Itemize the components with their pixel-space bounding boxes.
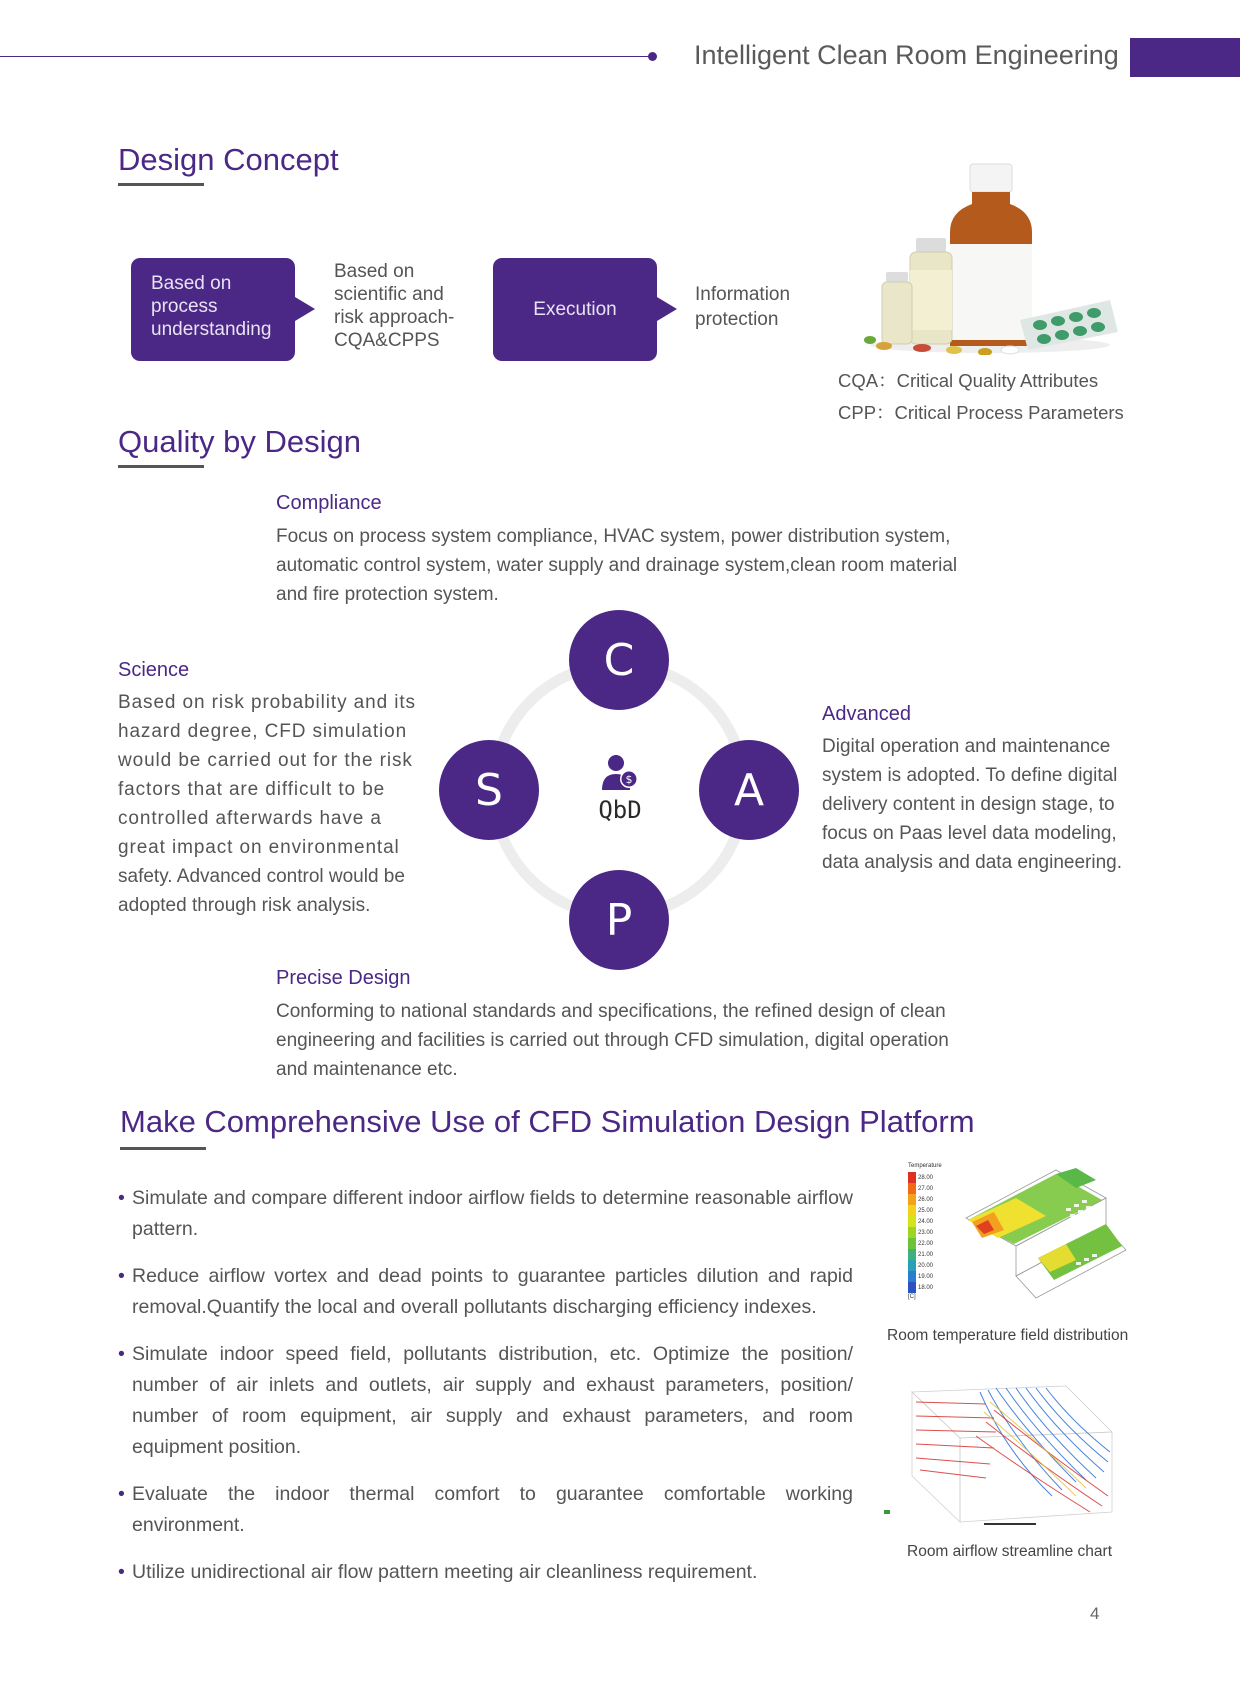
text-line: Based on risk probability and its bbox=[118, 692, 416, 713]
temperature-caption: Room temperature field distribution bbox=[887, 1327, 1129, 1344]
cqa-definition: CQA：Critical Quality Attributes bbox=[838, 370, 1099, 391]
temperature-legend-unit: [C] bbox=[908, 1294, 916, 1300]
flow-box-line: process bbox=[151, 296, 218, 317]
list-item bbox=[118, 1557, 853, 1588]
bullet-dot: • bbox=[118, 1483, 125, 1505]
temperature-legend-swatch bbox=[908, 1183, 916, 1194]
cfd-bullet-list bbox=[118, 1183, 853, 1604]
temperature-legend-label: 23.00 bbox=[918, 1229, 934, 1236]
flow-text-line: CQA&CPPS bbox=[334, 330, 440, 351]
compliance-text bbox=[276, 522, 957, 609]
flow-arrow-1 bbox=[295, 297, 315, 321]
bullet-dot: • bbox=[118, 1561, 125, 1583]
temperature-legend-row bbox=[908, 1227, 933, 1238]
science-text bbox=[118, 688, 420, 920]
temperature-legend-swatch bbox=[908, 1282, 916, 1293]
temperature-legend-swatch bbox=[908, 1238, 916, 1249]
svg-text:$: $ bbox=[625, 773, 633, 786]
axis-triad-icon bbox=[884, 1510, 890, 1514]
text-line: Conforming to national standards and specifications, the refined design of clean bbox=[276, 1001, 946, 1022]
flow-box-process-understanding bbox=[131, 258, 295, 361]
temperature-legend-label: 24.00 bbox=[918, 1218, 934, 1225]
list-item bbox=[118, 1183, 853, 1245]
temperature-legend-label: 19.00 bbox=[918, 1273, 934, 1280]
precise-design-text bbox=[276, 997, 949, 1084]
qbd-circle-s: S bbox=[439, 740, 539, 840]
cfd-underline bbox=[120, 1147, 206, 1150]
flow-box-execution bbox=[493, 258, 657, 361]
text-line: adopted through risk analysis. bbox=[118, 895, 371, 916]
qbd-circle-a: A bbox=[699, 740, 799, 840]
temperature-legend-swatch bbox=[908, 1227, 916, 1238]
qbd-center-label: QbD bbox=[598, 796, 642, 824]
temperature-legend-row bbox=[908, 1194, 933, 1205]
user-dollar-icon bbox=[599, 752, 641, 794]
flow-text-scientific-approach bbox=[334, 260, 454, 352]
text-line: controlled afterwards have a bbox=[118, 808, 382, 829]
bullet-text: Simulate indoor speed field, pollutants distribution, etc. Optimize the position/ number of air inlets and outlets, air supply and exhaust parameters, position/ number of room equipment, air supply and exhaust parameters, and room equipment position. bbox=[132, 1343, 853, 1458]
header-accent-block bbox=[1130, 38, 1240, 77]
compliance-heading: Compliance bbox=[276, 492, 382, 514]
text-line: engineering and facilities is carried out through CFD simulation, digital operation bbox=[276, 1030, 949, 1051]
temperature-legend-swatch bbox=[908, 1216, 916, 1227]
qbd-circle-p: P bbox=[569, 870, 669, 970]
temperature-legend-row bbox=[908, 1205, 933, 1216]
temperature-legend-label: 20.00 bbox=[918, 1262, 934, 1269]
flow-arrow-2 bbox=[657, 297, 677, 321]
text-line: would be carried out for the risk bbox=[118, 750, 413, 771]
temperature-3d-model bbox=[946, 1158, 1136, 1308]
text-line: and fire protection system. bbox=[276, 584, 499, 605]
advanced-heading: Advanced bbox=[822, 703, 911, 725]
text-line: data analysis and data engineering. bbox=[822, 852, 1123, 873]
temperature-legend-label: 26.00 bbox=[918, 1196, 934, 1203]
temperature-legend-row bbox=[908, 1249, 933, 1260]
temperature-legend-row bbox=[908, 1183, 933, 1194]
science-heading: Science bbox=[118, 659, 190, 681]
bullet-text: Reduce airflow vortex and dead points to guarantee particles dilution and rapid removal.Quantify the local and overall pollutants discharging efficiency indexes. bbox=[132, 1265, 853, 1318]
bullet-dot: • bbox=[118, 1343, 125, 1365]
list-item bbox=[118, 1479, 853, 1541]
advanced-text bbox=[822, 732, 1122, 877]
temperature-legend bbox=[908, 1172, 933, 1293]
temperature-legend-label: 28.00 bbox=[918, 1174, 934, 1181]
flow-text-line: Based on bbox=[334, 261, 415, 282]
qbd-title: Quality by Design bbox=[118, 424, 361, 459]
temperature-legend-label: 21.00 bbox=[918, 1251, 934, 1258]
precise-design-heading: Precise Design bbox=[276, 967, 411, 989]
temperature-legend-swatch bbox=[908, 1260, 916, 1271]
text-line: and maintenance etc. bbox=[276, 1059, 458, 1080]
temperature-legend-swatch bbox=[908, 1205, 916, 1216]
temperature-legend-label: 27.00 bbox=[918, 1185, 934, 1192]
text-line: Digital operation and maintenance bbox=[822, 736, 1111, 757]
cpp-definition: CPP：Critical Process Parameters bbox=[838, 402, 1124, 423]
temperature-legend-row bbox=[908, 1282, 933, 1293]
text-line: safety. Advanced control would be bbox=[118, 866, 405, 887]
text-line: great impact on environmental bbox=[118, 837, 400, 858]
temperature-legend-row bbox=[908, 1271, 933, 1282]
airflow-caption: Room airflow streamline chart bbox=[907, 1543, 1113, 1560]
temperature-legend-label: 18.00 bbox=[918, 1284, 934, 1291]
header-rule bbox=[0, 56, 650, 57]
bullet-text: Evaluate the indoor thermal comfort to guarantee comfortable working environment. bbox=[132, 1483, 853, 1536]
pharma-bottles-image bbox=[860, 160, 1120, 355]
airflow-streamline-figure bbox=[876, 1372, 1126, 1532]
text-line: factors that are difficult to be bbox=[118, 779, 386, 800]
bullet-dot: • bbox=[118, 1187, 125, 1209]
bullet-text: Simulate and compare different indoor airflow fields to determine reasonable airflow pattern. bbox=[132, 1187, 853, 1240]
header-dot bbox=[648, 52, 657, 61]
flow-text-line: scientific and bbox=[334, 284, 444, 305]
cfd-title: Make Comprehensive Use of CFD Simulation Design Platform bbox=[120, 1104, 975, 1139]
temperature-legend-row bbox=[908, 1260, 933, 1271]
flow-box-execution-label: Execution bbox=[533, 298, 617, 320]
flow-text-information-protection bbox=[695, 282, 790, 332]
text-line: focus on Paas level data modeling, bbox=[822, 823, 1117, 844]
text-line: delivery content in design stage, to bbox=[822, 794, 1115, 815]
list-item bbox=[118, 1261, 853, 1323]
page-number: 4 bbox=[1090, 1604, 1100, 1623]
temperature-legend-label: 22.00 bbox=[918, 1240, 934, 1247]
temperature-field-figure bbox=[906, 1158, 1136, 1308]
flow-text-line: risk approach- bbox=[334, 307, 455, 328]
qbd-circle-c: C bbox=[569, 610, 669, 710]
temperature-legend-row bbox=[908, 1172, 933, 1183]
text-line: automatic control system, water supply and drainage system,clean room material bbox=[276, 555, 958, 576]
flow-box-line: Based on bbox=[151, 273, 232, 294]
temperature-legend-swatch bbox=[908, 1249, 916, 1260]
bullet-text: Utilize unidirectional air flow pattern meeting air cleanliness requirement. bbox=[132, 1561, 758, 1583]
header-title: Intelligent Clean Room Engineering bbox=[694, 40, 1119, 70]
text-line: system is adopted. To define digital bbox=[822, 765, 1118, 786]
temperature-legend-swatch bbox=[908, 1194, 916, 1205]
temperature-legend-swatch bbox=[908, 1172, 916, 1183]
flow-text-line: protection bbox=[695, 309, 779, 330]
design-concept-title: Design Concept bbox=[118, 142, 339, 177]
temperature-legend-swatch bbox=[908, 1271, 916, 1282]
text-line: Focus on process system compliance, HVAC system, power distribution system, bbox=[276, 526, 951, 547]
design-concept-underline bbox=[118, 183, 204, 186]
temperature-legend-row bbox=[908, 1238, 933, 1249]
list-item bbox=[118, 1339, 853, 1463]
qbd-underline bbox=[118, 465, 204, 468]
temperature-legend-row bbox=[908, 1216, 933, 1227]
text-line: hazard degree, CFD simulation bbox=[118, 721, 408, 742]
temperature-legend-label: 25.00 bbox=[918, 1207, 934, 1214]
bullet-dot: • bbox=[118, 1265, 125, 1287]
temperature-legend-title: Temperature bbox=[908, 1163, 942, 1169]
flow-text-line: Information bbox=[695, 284, 791, 305]
flow-box-line: understanding bbox=[151, 319, 272, 340]
